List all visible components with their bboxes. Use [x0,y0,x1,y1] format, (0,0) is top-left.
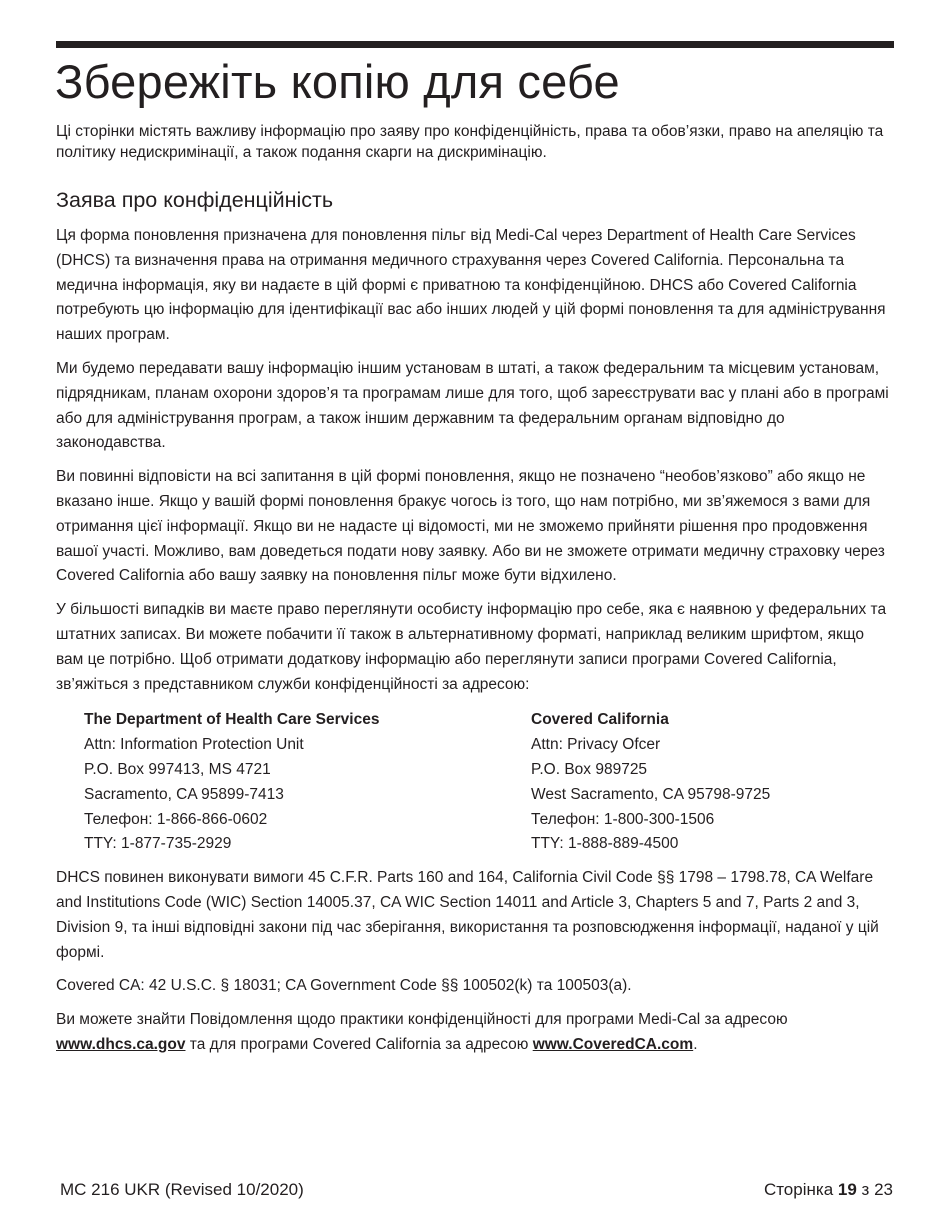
dhcs-attn: Attn: Information Protection Unit [84,736,304,754]
privacy-paragraph-1: Ця форма поновлення призначена для поновлення пільг від Medi-Cal через Department of Health Care Services (DHCS) та визначення права на отримання медичного страхування через Covered California. Персональна та медична інформація, яку ви надаєте в цій формі є приватною та конфіденційною. DHCS або Covered California потребують цю інформацію для ідентифікації вас або інших людей у цій формі поновлення та для адміністрування наших програм. [56,227,886,344]
dhcs-city: Sacramento, CA 95899-7413 [84,785,284,803]
covered-tty: TTY: 1-888-889-4500 [531,835,679,853]
privacy-paragraph-5: DHCS повинен виконувати вимоги 45 C.F.R. Parts 160 and 164, California Civil Code §§ 1798 – 1798.78, CA Welfare and Institutions Code (WIC) Section 14005.37, CA WIC Section 14011 and Article 3, Chapters 5 and 7, Parts 2 and 3, Division 9, та інші відповідні закони під час зберігання, використання та розповсюдження інформації, наданої у цій формі. [56,869,879,961]
address-block [84,708,894,857]
privacy-paragraph-4: У більшості випадків ви маєте право переглянути особисту інформацію про себе, яка є наявною у федеральних та штатних записах. Ви можете побачити її також в альтернативному форматі, наприклад великим шрифтом, якщо вам це потрібно. Щоб отримати додаткову інформацію або переглянути записи програми Covered California, зв’яжіться з представником служби конфіденційності за адресою: [56,601,887,693]
covered-po-box: P.O. Box 989725 [531,760,648,778]
privacy-paragraph-7 [56,1008,894,1058]
intro-text: Ці сторінки містять важливу інформацію про заяву про конфіденційність, права та обов’язки, право на апеляцію та політику недискримінації, а також подання скарги на дискримінацію. [56,123,884,161]
covered-attn: Attn: Privacy Ofcer [531,736,661,754]
p7-text-3: . [693,1035,698,1053]
top-rule [56,41,894,48]
privacy-heading: Заява про конфіденційність [56,188,334,212]
dhcs-address [84,708,531,857]
page-title: Збережіть копію для себе [55,55,620,108]
dhcs-website-link[interactable]: www.dhcs.ca.gov [56,1035,186,1053]
covered-address [531,708,770,857]
covered-phone: Телефон: 1-800-300-1506 [531,810,715,828]
form-id: MC 216 UKR (Revised 10/2020) [60,1180,304,1199]
privacy-paragraph-2: Ми будемо передавати вашу інформацію іншим установам в штаті, а також федеральним та місцевим установам, підрядникам, планам охорони здоров’я та програмам лише для того, щоб зареєструвати вас у плані або в програмі або для адміністрування програм, а також іншим державним та федеральним органам відповідно до законодавства. [56,359,889,452]
dhcs-po-box: P.O. Box 997413, MS 4721 [84,760,271,778]
privacy-body [56,224,894,1067]
page-total: 23 [874,1180,893,1199]
p7-text-1: Ви можете знайти Повідомлення щодо практики конфіденційності для програми Medi-Cal за адресою [56,1011,788,1029]
dhcs-phone: Телефон: 1-866-866-0602 [84,810,268,828]
p7-text-2: та для програми Covered California за адресою [185,1035,533,1053]
page-current: 19 [837,1180,857,1199]
page-separator: з [861,1180,870,1199]
page-number [764,1179,893,1201]
covered-city: West Sacramento, CA 95798-9725 [531,785,771,803]
page-label: Сторінка [763,1180,834,1199]
coveredca-website-link[interactable]: www.CoveredCA.com [532,1035,694,1053]
dhcs-org-name: The Department of Health Care Services [84,711,380,729]
dhcs-tty: TTY: 1-877-735-2929 [84,835,232,853]
covered-org-name: Covered California [531,711,669,729]
privacy-paragraph-6: Covered CA: 42 U.S.C. § 18031; CA Government Code §§ 100502(k) та 100503(a). [56,977,632,995]
privacy-paragraph-3: Ви повинні відповісти на всі запитання в цій формі поновлення, якщо не позначено “необов’язково” або якщо не вказано інше. Якщо у вашій формі поновлення бракує чогось із того, що нам потрібно, ми зв’яжемося з вами для отримання цієї інформації. Якщо ви не надасте ці відомості, ми не зможемо прийняти рішення про продовження вашої участі. Можливо, вам доведеться подати нову заявку. Або ви не зможете отримати медичну страховку через Covered California або вашу заявку на поновлення пільг може бути відхилено. [56,468,885,585]
